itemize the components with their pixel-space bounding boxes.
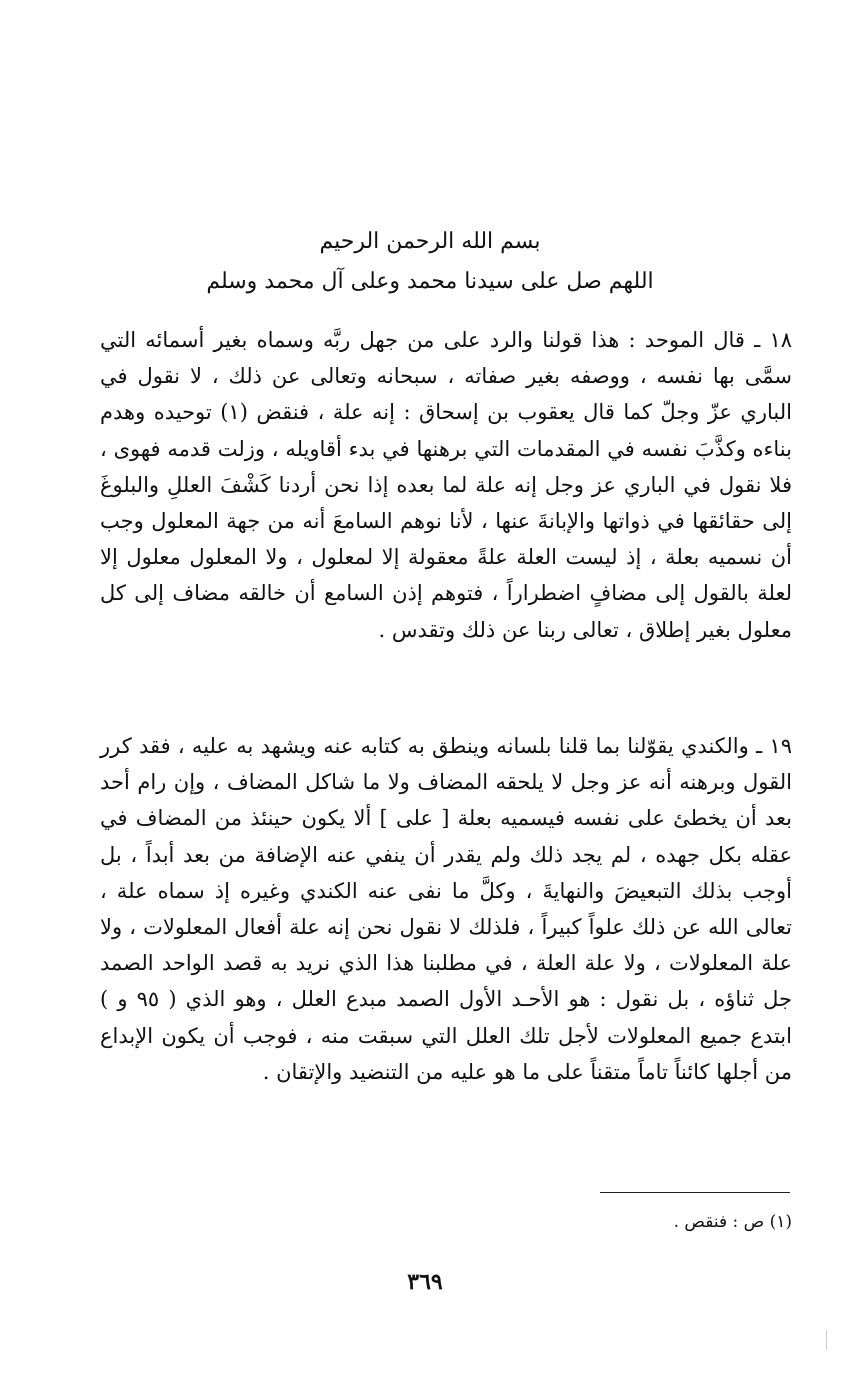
footnote-divider (600, 1192, 790, 1193)
paragraph-text: والكندي يقوّلنا بما قلنا بلسانه وينطق به كتابه عنه ويشهد به عليه ، فقد كرر القول وبرهنه أنه عز وجل لا يلحقه المضاف ولا ما شاكل المضاف ، وإن رام أحد بعد أن يخطئ على نفسه فيسميه بعلة [ على ] ألا يكون حينئذ من المضاف في عقله بكل جهده ، لم يجد ذلك ولم يقدر أن ينفي عنه الإضافة من بعد أبداً ، بل أوجب بذلك التبعيضَ والنهايةَ ، وكلَّ ما نفى عنه الكندي وغيره إذ سماه علة ، تعالى الله عن ذلك علواً كبيراً ، فلذلك لا نقول نحن إنه علة أفعال المعلولات ، ولا علة المعلولات ، ولا علة العلة ، في مطلبنا هذا الذي نريد به قصد الواحد الصمد جل ثناؤه ، بل نقول : هو الأحـد الأول الصمد مبدع العلل ، وهو الذي ( ٩٥ و ) ابتدع جميع المعلولات لأجل تلك العلل التي سبقت منه ، فوجب أن يكون الإبداع من أجلها كائناً تاماً متقناً على ما هو عليه من التنضيد والإتقان . (100, 734, 793, 1084)
paragraph-number: ١٨ ـ (754, 328, 793, 352)
footnote: (١) ص : فنقص . (673, 1212, 792, 1232)
paragraph-text: قال الموحد : هذا قولنا والرد على من جهل ربَّه وسماه بغير أسمائه التي سمَّى بها نفسه ، ووصفه بغير صفاته ، سبحانه وتعالى عن ذلك ، لا نقول في الباري عزّ وجلّ كما قال يعقوب بن إسحاق : إنه علة ، فنقض (١) توحيده وهدم بناءه وكذَّبَ نفسه في المقدمات التي برهنها في بدء أقاويله ، وزلت قدمه فهوى ، فلا نقول في الباري عز وجل إنه علة لما بعده إذا نحن أردنا كَشْفَ العللِ والبلوغَ إلى حقائقها في ذواتها والإبانةَ عنها ، لأنا نوهم السامعَ أنه من جهة المعلول وجب أن نسميه بعلة ، إذ ليست العلة علةً معقولة إلا لمعلول ، ولا المعلول معلول إلا لعلة بالقول إلى مضافٍ اضطراراً ، فتوهم إذن السامع أن خالقه مضاف إلى كل معلول بغير إطلاق ، تعالى ربنا عن ذلك وتقدس . (100, 328, 792, 642)
paragraph-19 (100, 728, 792, 1090)
scan-edge-mark (826, 1330, 827, 1350)
page-number: ٣٦٩ (407, 1269, 443, 1295)
prayer-heading: اللهم صل على سيدنا محمد وعلى آل محمد وسلم (206, 269, 654, 294)
paragraph-18 (100, 322, 792, 648)
basmala-heading: بسم الله الرحمن الرحيم (319, 229, 541, 254)
paragraph-number: ١٩ ـ (756, 734, 792, 758)
